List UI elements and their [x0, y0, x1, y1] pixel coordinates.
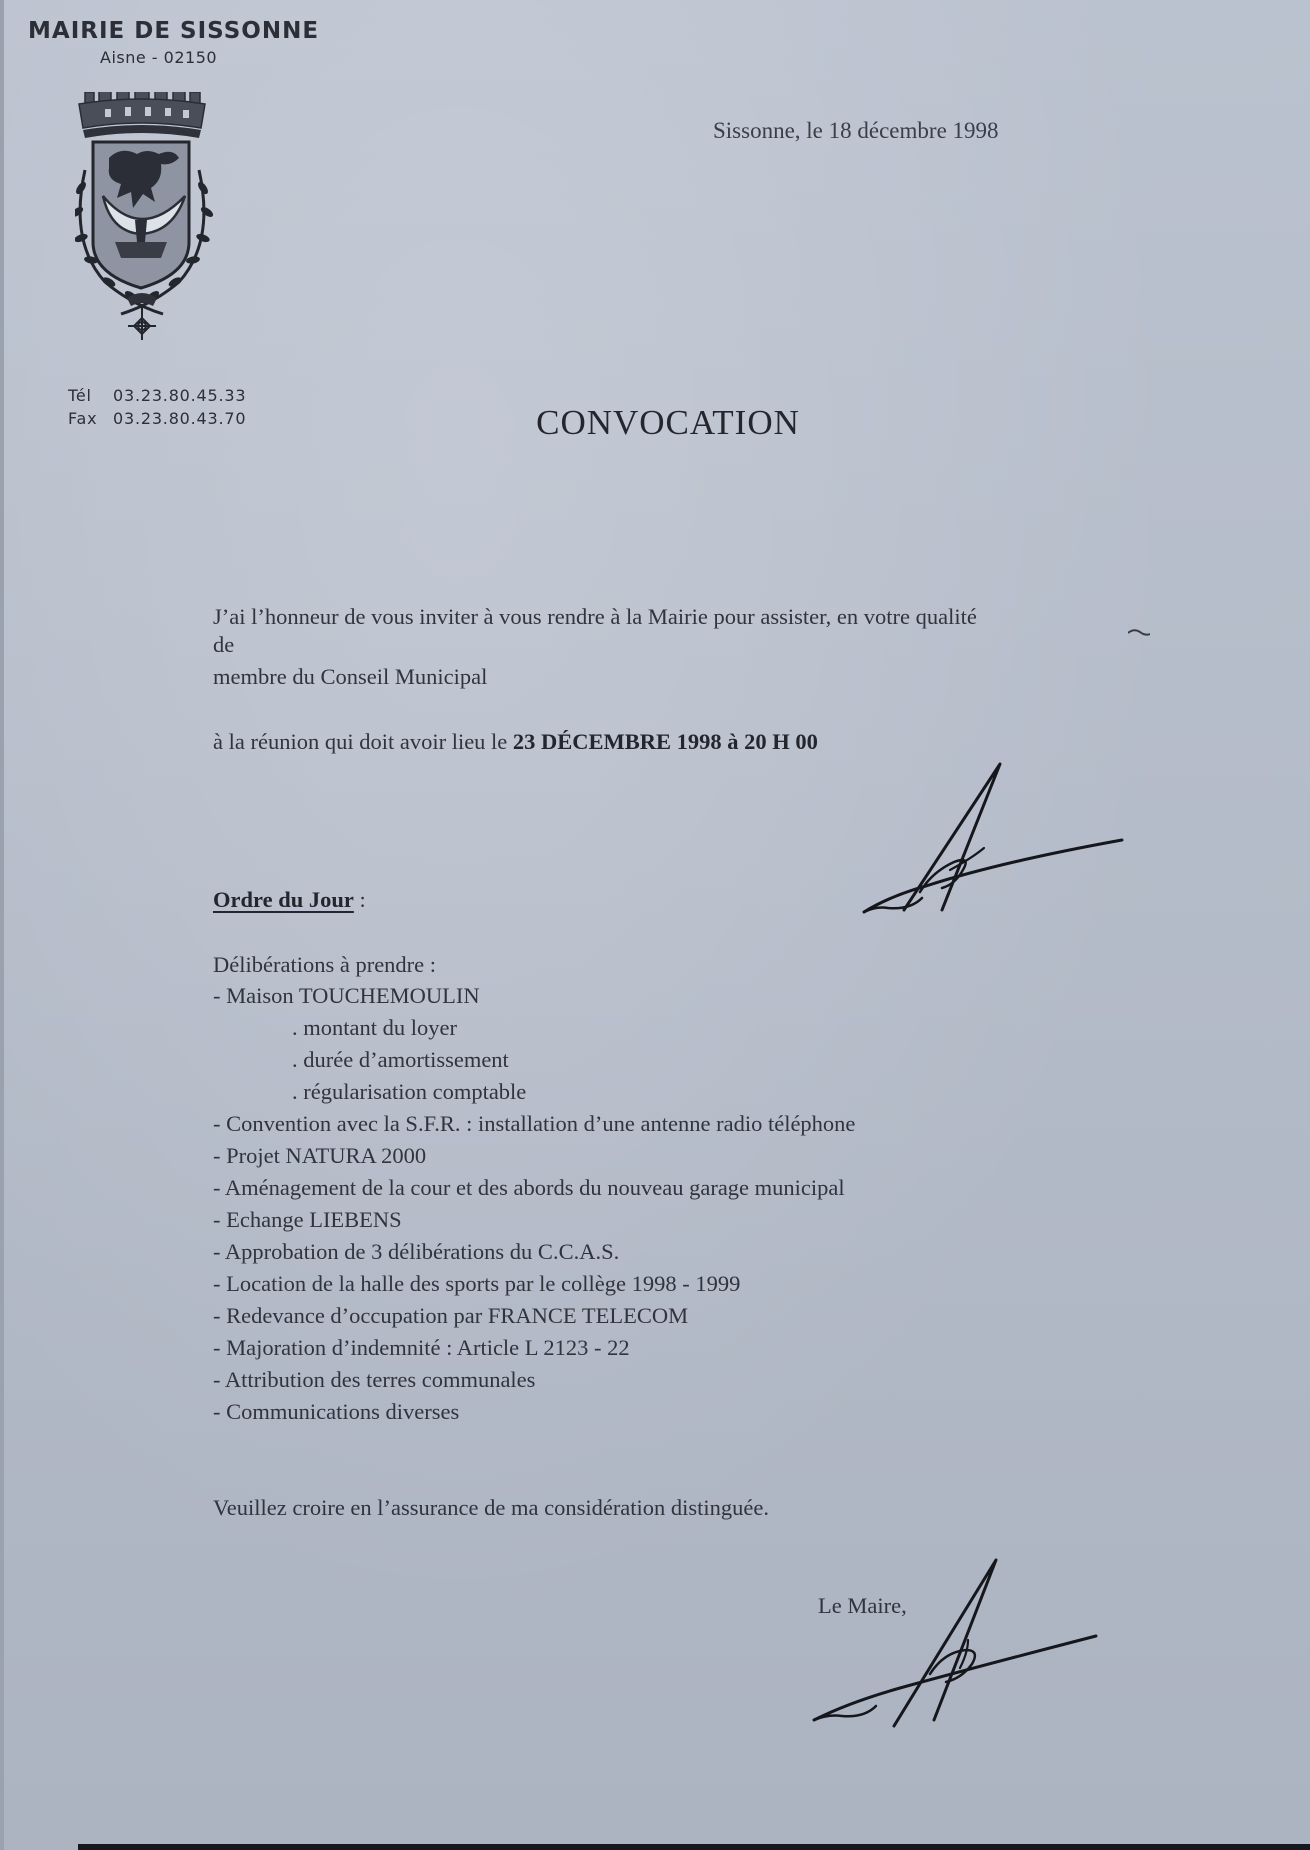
tel-value: 03.23.80.45.33	[113, 386, 247, 405]
agenda-item: - Maison TOUCHEMOULIN	[213, 983, 480, 1008]
agenda-item: - Communications diverses	[213, 1399, 460, 1424]
agenda-subitem: . montant du loyer	[292, 1015, 457, 1040]
agenda-item: - Redevance d’occupation par FRANCE TELECOM	[213, 1303, 689, 1328]
coat-of-arms-icon	[75, 92, 245, 382]
agenda-item: - Majoration d’indemnité : Article L 2123 - 22	[213, 1335, 630, 1360]
agenda-item: - Projet NATURA 2000	[213, 1143, 427, 1168]
closing-formula: Veuillez croire en l’assurance de ma considération distinguée.	[213, 1495, 770, 1520]
document-title: CONVOCATION	[536, 403, 800, 442]
tel-label: Tél	[68, 386, 92, 405]
fax-value: 03.23.80.43.70	[113, 409, 247, 428]
signatory-title: Le Maire,	[818, 1593, 907, 1618]
agenda-heading: Ordre du Jour	[213, 887, 354, 912]
letterhead-org-name: MAIRIE DE SISSONNE	[28, 18, 320, 44]
intro-line-1: J’ai l’honneur de vous inviter à vous rendre à la Mairie pour assister, en votre qualité	[213, 604, 977, 629]
agenda-heading-suffix: :	[353, 887, 366, 912]
agenda-heading-line	[213, 889, 366, 912]
agenda-item: - Approbation de 3 délibérations du C.C.A.S.	[213, 1239, 620, 1264]
agenda-item: - Location de la halle des sports par le collège 1998 - 1999	[213, 1271, 741, 1296]
intro-line-2: de	[213, 632, 235, 657]
meeting-datetime: 23 DÉCEMBRE 1998 à 20 H 00	[512, 729, 818, 754]
signature-bottom	[810, 1556, 1100, 1736]
letter-date: Sissonne, le 18 décembre 1998	[713, 118, 999, 143]
signature-top	[860, 760, 1130, 920]
agenda-subitem: . régularisation comptable	[292, 1079, 527, 1104]
intro-line-3: membre du Conseil Municipal	[213, 664, 488, 689]
meeting-line	[213, 731, 818, 754]
fax-label: Fax	[68, 409, 98, 428]
agenda-subitem: . durée d’amortissement	[292, 1047, 509, 1072]
agenda-item: - Attribution des terres communales	[213, 1367, 536, 1392]
page-left-edge	[0, 0, 4, 1850]
page-bottom-edge	[78, 1844, 1310, 1850]
agenda-item: - Aménagement de la cour et des abords du nouveau garage municipal	[213, 1175, 845, 1200]
letterhead-department: Aisne - 02150	[100, 48, 218, 67]
meeting-prefix: à la réunion qui doit avoir lieu le	[213, 729, 513, 754]
agenda-intro: Délibérations à prendre :	[213, 952, 437, 977]
agenda-item: - Convention avec la S.F.R. : installation d’une antenne radio téléphone	[213, 1111, 856, 1136]
ink-speck	[1128, 628, 1150, 638]
agenda-item: - Echange LIEBENS	[213, 1207, 402, 1232]
